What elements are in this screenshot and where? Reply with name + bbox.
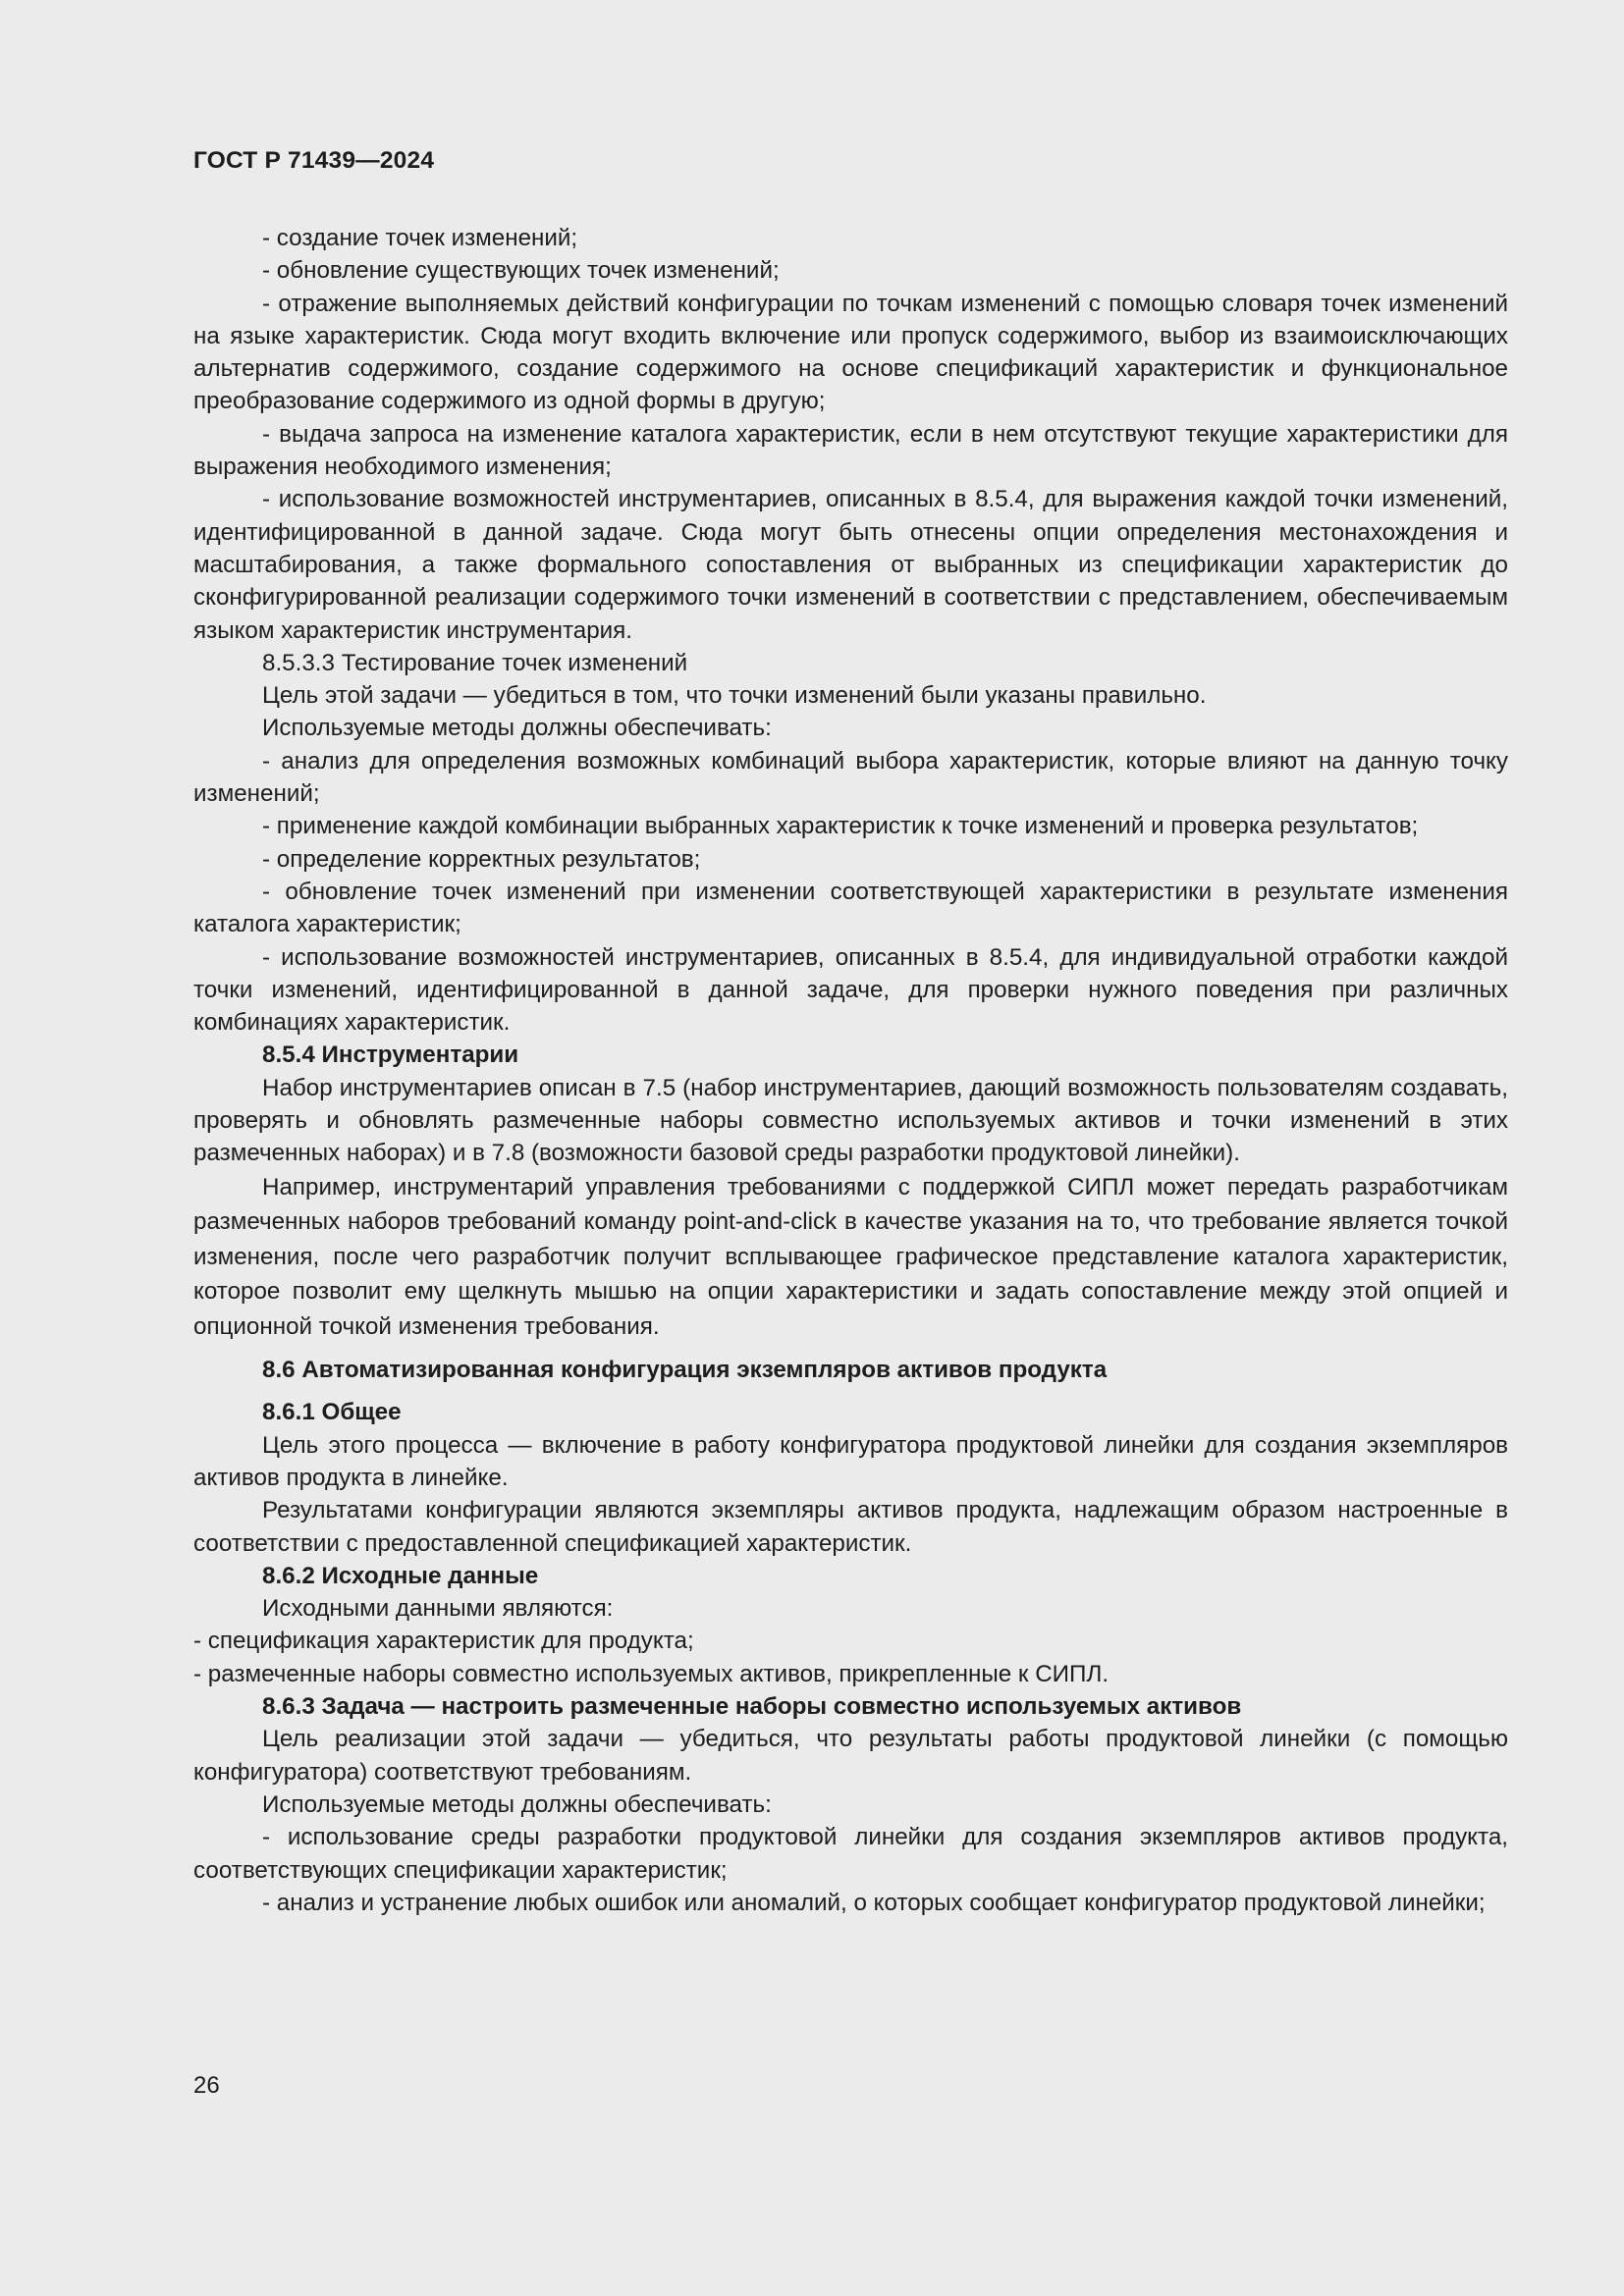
section-heading-8-5-4: 8.5.4 Инструментарии <box>262 1041 519 1069</box>
example-paragraph: Например, инструментарий управления требованиями с поддержкой СИПЛ может передать разработчикам размеченных наборов требований команду point-and-click в качестве указания на то, что требование является точкой изменения, после чего разработчик получит всплывающее графическое представление каталога характеристик, которое позволит ему щелкнуть мышью на опции характеристики и задать сопоставление между этой опцией и опционной точкой изменения требования. <box>193 1173 1508 1340</box>
list-item: - применение каждой комбинации выбранных характеристик к точке изменений и проверка результатов; <box>262 813 1419 840</box>
document-standard-number: ГОСТ Р 71439—2024 <box>193 147 435 174</box>
body-paragraph: Исходными данными являются: <box>262 1595 614 1623</box>
list-item: - отражение выполняемых действий конфигурации по точкам изменений с помощью словаря точек изменений на языке характеристик. Сюда могут входить включение или пропуск содержимого, выбор из взаимоисключающих альтернатив содержимого, создание содержимого на основе спецификаций характеристик и функциональное преобразование содержимого из одной формы в другую; <box>193 290 1508 415</box>
list-item: - обновление точек изменений при изменении соответствующей характеристики в результате изменения каталога характеристик; <box>193 878 1508 938</box>
body-paragraph: Цель реализации этой задачи — убедиться, что результаты работы продуктовой линейки (с помощью конфигуратора) соответствуют требованиям. <box>193 1726 1508 1786</box>
section-heading-8-6-2: 8.6.2 Исходные данные <box>262 1562 539 1589</box>
body-paragraph: Цель этого процесса — включение в работу конфигуратора продуктовой линейки для создания экземпляров активов продукта в линейке. <box>193 1431 1508 1491</box>
list-item: - создание точек изменений; <box>262 225 578 251</box>
list-item: - размеченные наборы совместно используемых активов, прикрепленные к СИПЛ. <box>193 1660 1110 1687</box>
list-item: - анализ для определения возможных комбинаций выбора характеристик, которые влияют на данную точку изменений; <box>193 747 1508 808</box>
section-heading-8-6-3: 8.6.3 Задача — настроить размеченные наборы совместно используемых активов <box>262 1693 1242 1721</box>
document-body <box>193 222 1508 1919</box>
body-paragraph: Цель этой задачи — убедиться в том, что точки изменений были указаны правильно. <box>262 682 1207 710</box>
section-heading-8-6: 8.6 Автоматизированная конфигурация экземпляров активов продукта <box>262 1357 1108 1384</box>
list-item: - использование возможностей инструментариев, описанных в 8.5.4, для индивидуальной отработки каждой точки изменений, идентифицированной в данной задаче, для проверки нужного поведения при различных комбинациях характеристик. <box>193 943 1508 1037</box>
subsection-heading-8-5-3-3: 8.5.3.3 Тестирование точек изменений <box>262 649 688 676</box>
body-paragraph: Используемые методы должны обеспечивать: <box>262 715 772 742</box>
list-item: - использование возможностей инструментариев, описанных в 8.5.4, для выражения каждой точки изменений, идентифицированной в данной задаче. Сюда могут быть отнесены опции определения местонахождения и масштабирования, а также формального сопоставления от выбранных из спецификации характеристик до сконфигурированной реализации содержимого точки изменений в соответствии с представлением, обеспечиваемым языком характеристик инструментария. <box>193 486 1508 644</box>
list-item: - выдача запроса на изменение каталога характеристик, если в нем отсутствуют текущие характеристики для выражения необходимого изменения; <box>193 420 1508 481</box>
body-paragraph: Набор инструментариев описан в 7.5 (набор инструментариев, дающий возможность пользователям создавать, проверять и обновлять размеченные наборы совместно используемых активов и точки изменений в этих размеченных наборах) и в 7.8 (возможности базовой среды разработки продуктовой линейки). <box>193 1074 1508 1167</box>
section-heading-8-6-1: 8.6.1 Общее <box>262 1399 402 1426</box>
list-item: - определение корректных результатов; <box>262 845 701 873</box>
list-item: - использование среды разработки продуктовой линейки для создания экземпляров активов продукта, соответствующих спецификации характеристик; <box>193 1824 1508 1884</box>
page-number: 26 <box>193 2072 220 2099</box>
list-item: - анализ и устранение любых ошибок или аномалий, о которых сообщает конфигуратор продуктовой линейки; <box>262 1889 1486 1916</box>
list-item: - обновление существующих точек изменений; <box>262 257 780 285</box>
body-paragraph: Результатами конфигурации являются экземпляры активов продукта, надлежащим образом настроенные в соответствии с предоставленной спецификацией характеристик. <box>193 1497 1508 1557</box>
body-paragraph: Используемые методы должны обеспечивать: <box>262 1790 772 1818</box>
list-item: - спецификация характеристик для продукта; <box>193 1628 694 1655</box>
